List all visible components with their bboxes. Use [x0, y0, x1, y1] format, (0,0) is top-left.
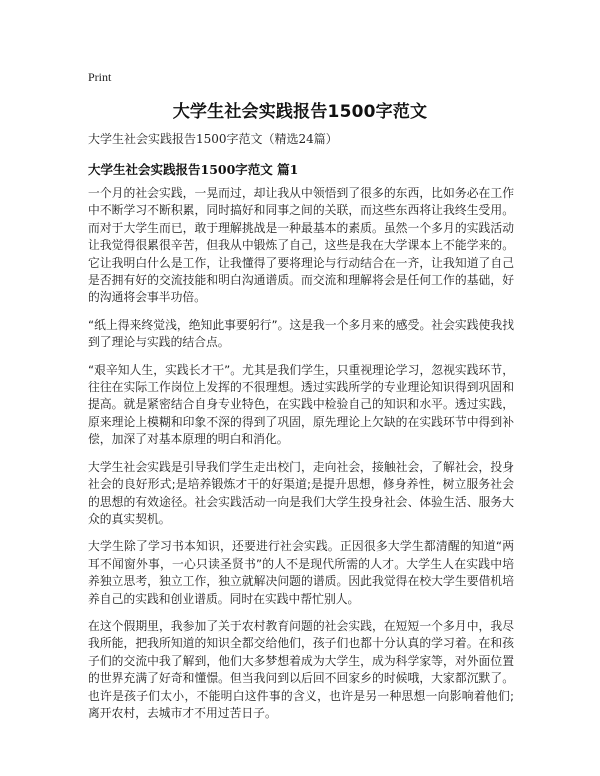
paragraph-1: 一个月的社会实践，一晃而过，却让我从中领悟到了很多的东西，比如务必在工作中不断学习不断积累，同时搞好和同事之间的关联，而这些东西将让我终生受用。而对于大学生而已，敢于理解挑战是一种最基本的素质。虽然一个多月的实践活动让我觉得很累很辛苦，但我从中锻炼了自己，这些是我在大学课本上不能学来的。它让我明白什么是工作，让我懂得了要将理论与行动结合在一齐，让我知道了自己是否拥有好的交流技能和明白沟通谱质。而交流和理解将会是任何工作的基础，好的沟通将会事半功倍。	[88, 186, 514, 305]
paragraph-2: “纸上得来终觉浅，绝知此事要躬行”。这是我一个多月来的感受。社会实践使我找到了理论与实践的结合点。	[88, 317, 514, 350]
paragraph-6: 在这个假期里，我参加了关于农村教育问题的社会实践，在短短一个多月中，我尽我所能，把我所知道的知识全都交给他们，孩子们也都十分认真的学习着。在和孩子们的交流中我了解到，他们大多梦想着成为大学生，成为科学家等，对外面位置的世界充满了好奇和懂憬。但当我问到以后回不回家乡的时候哦，大家都沉默了。也许是孩子们太小，不能明白这件事的含义，也许是另一种思想一向影响着他们;离开农村，去城市才不用过苦日子。	[88, 618, 514, 720]
paragraph-3: “艰辛知人生，实践长才干”。尤其是我们学生，只重视理论学习，忽视实践环节，往往在实际工作岗位上发挥的不很理想。透过实践所学的专业理论知识得到巩固和提高。就是紧密结合自身专业特色，在实践中检验自己的知识和水平。透过实践，原来理论上模糊和印象不深的得到了巩固，原先理论上欠缺的在实践环节中得到补偿，加深了对基本原理的明白和消化。	[88, 362, 514, 447]
paragraph-4: 大学生社会实践是引导我们学生走出校门，走向社会，接触社会，了解社会，投身社会的良好形式;是培养锻炼才干的好渠道;是提升思想，修身养性，树立服务社会的思想的有效途径。社会实践活动一向是我们大学生投身社会、体验生活、服务大众的真实契机。	[88, 459, 514, 526]
document-subtitle: 大学生社会实践报告1500字范文（精选24篇）	[88, 132, 338, 146]
section-heading: 大学生社会实践报告1500字范文 篇1	[88, 162, 299, 177]
paragraph-5: 大学生除了学习书本知识，还要进行社会实践。正因很多大学生都清醒的知道“两耳不闻窗外事，一心只读圣贤书”的人不是现代所需的人才。大学生人在实践中培养独立思考，独立工作，独立就解决问题的谱质。因此我觉得在校大学生要借机培养自己的实践和创业谱质。同时在实践中帮忙别人。	[88, 539, 514, 606]
document-title: 大学生社会实践报告1500字范文	[172, 102, 428, 122]
document-body	[88, 185, 514, 732]
print-label: Print	[88, 70, 112, 84]
